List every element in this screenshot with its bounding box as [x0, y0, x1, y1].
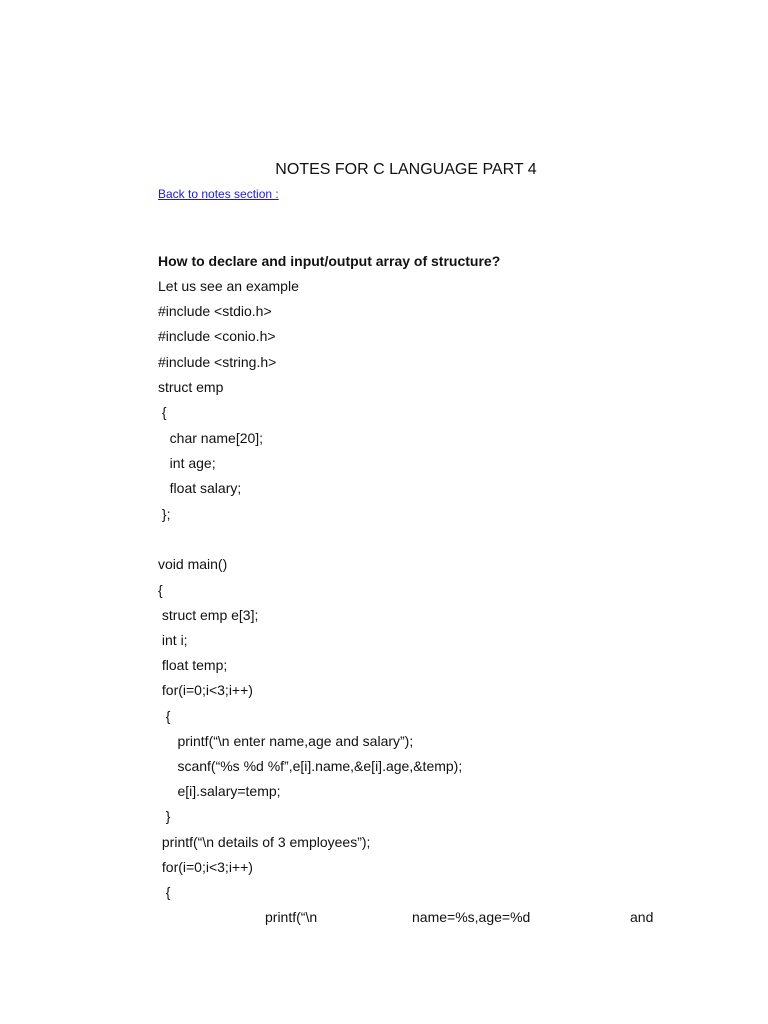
code-line: float salary;	[158, 480, 242, 496]
code-line-fragment: printf(“\n	[265, 909, 318, 925]
code-line: float temp;	[158, 657, 228, 673]
text-line: Let us see an example	[158, 278, 299, 294]
code-line: struct emp e[3];	[158, 607, 259, 623]
code-line: for(i=0;i<3;i++)	[158, 859, 253, 875]
code-line: void main()	[158, 556, 228, 572]
code-line: {	[158, 708, 171, 724]
code-line: }	[158, 808, 171, 824]
code-line-fragment: name=%s,age=%d	[412, 909, 531, 925]
code-line: };	[158, 506, 171, 522]
page-title: NOTES FOR C LANGUAGE PART 4	[275, 161, 537, 178]
back-to-notes-link[interactable]: Back to notes section :	[158, 187, 279, 201]
code-line: printf(“\n details of 3 employees”);	[158, 834, 371, 850]
code-line: {	[158, 884, 171, 900]
code-line-fragment: and	[630, 909, 654, 925]
code-line: {	[158, 404, 167, 420]
code-line: e[i].salary=temp;	[158, 783, 281, 799]
code-line: int i;	[158, 632, 188, 648]
code-line: char name[20];	[158, 430, 264, 446]
code-line: printf(“\n enter name,age and salary”);	[158, 733, 414, 749]
code-line: for(i=0;i<3;i++)	[158, 682, 253, 698]
section-heading: How to declare and input/output array of structure?	[158, 253, 501, 269]
code-line: struct emp	[158, 379, 224, 395]
code-line: #include <string.h>	[158, 354, 277, 370]
code-line: scanf(“%s %d %f”,e[i].name,&e[i].age,&temp);	[158, 758, 463, 774]
code-line: int age;	[158, 455, 216, 471]
code-line: #include <conio.h>	[158, 328, 276, 344]
code-line: #include <stdio.h>	[158, 303, 272, 319]
code-line: {	[158, 582, 163, 598]
